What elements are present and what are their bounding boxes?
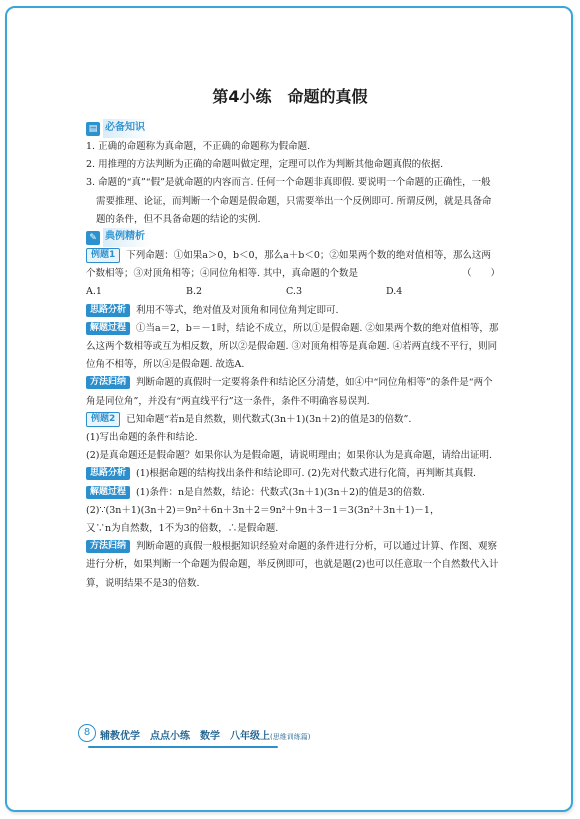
solution-tag: 解题过程 bbox=[86, 486, 130, 499]
option-b: B.2 bbox=[186, 286, 203, 298]
solution-tag: 解题过程 bbox=[86, 322, 130, 335]
solution-text: (1)条件：n是自然数，结论：代数式(3n＋1)(3n＋2)的值是3的倍数. bbox=[136, 486, 425, 498]
method-tag: 方法归纳 bbox=[86, 540, 130, 553]
answer-blank: （ ） bbox=[461, 268, 500, 280]
method-text: 判断命题的真假时一定要将条件和结论区分清楚，如④中“同位角相等”的条件是“两个角是同位角”，并没有“两直线平行”这一条件，条件不明确容易误判. bbox=[86, 377, 493, 407]
section-header-examples bbox=[86, 229, 500, 246]
solution-line: 又∵n为自然数，1不为3的倍数，∴是假命题. bbox=[86, 523, 279, 535]
question-text: 下列命题：①如果a＞0，b＜0，那么a＋b＜0；②如果两个数的绝对值相等，那么这两个数相等；③对顶角相等；④同位角相等. 其中，真命题的个数是 bbox=[86, 250, 491, 280]
book-icon: ▤ bbox=[86, 122, 100, 136]
knowledge-item: 2. 用推理的方法判断为正确的命题叫做定理，定理可以作为判断其他命题真假的依据. bbox=[86, 159, 444, 171]
magnifier-icon: ✎ bbox=[86, 231, 100, 245]
analysis-text: (1)根据命题的结构找出条件和结论即可. (2)先对代数式进行化简，再判断其真假. bbox=[136, 468, 476, 480]
option-c: C.3 bbox=[286, 286, 302, 298]
page-title: 第4小练 命题的真假 bbox=[212, 87, 368, 106]
footer-text bbox=[100, 727, 310, 742]
question-text: 已知命题“若n是自然数，则代数式(3n＋1)(3n＋2)的值是3的倍数”. bbox=[126, 413, 412, 425]
analysis-text: 利用不等式，绝对值及对顶角和同位角判定即可. bbox=[136, 304, 339, 316]
analysis-block bbox=[86, 302, 500, 320]
page-footer bbox=[78, 724, 310, 742]
footer-subtitle: (思维训练篇) bbox=[270, 733, 311, 741]
method-block bbox=[86, 374, 500, 410]
sub-question-1: (1)写出命题的条件和结论. bbox=[86, 432, 198, 444]
section-header-knowledge bbox=[86, 120, 500, 137]
solution-line: (2)∵(3n＋1)(3n＋2)＝9n²＋6n＋3n＋2＝9n²＋9n＋3－1＝3(3n²＋3n＋1)－1， bbox=[86, 504, 440, 516]
options-row bbox=[86, 283, 500, 301]
knowledge-item: 1. 正确的命题称为真命题，不正确的命题称为假命题. bbox=[86, 141, 311, 152]
solution-text: ①当a＝2，b＝－1时，结论不成立，所以①是假命题. ②如果两个数的绝对值相等，那么这两个数相等或互为相反数，所以②是假命题. ③对顶角相等是真命题. ④若两直线不平行，则同位角不相等，所以④是假命题. 故选A. bbox=[86, 322, 499, 371]
analysis-block bbox=[86, 465, 500, 483]
option-a: A.1 bbox=[86, 286, 102, 298]
main-content bbox=[86, 120, 500, 593]
analysis-tag: 思路分析 bbox=[86, 467, 130, 480]
example-1-question bbox=[86, 247, 500, 283]
section-label: 必备知识 bbox=[103, 119, 151, 137]
solution-block bbox=[86, 320, 500, 375]
example-tag: 例题2 bbox=[86, 412, 120, 427]
footer-series: 辅教优学 点点小练 数学 八年级上 bbox=[100, 731, 270, 742]
method-tag: 方法归纳 bbox=[86, 376, 130, 389]
analysis-tag: 思路分析 bbox=[86, 304, 130, 317]
page-number: 8 bbox=[78, 724, 96, 742]
solution-block bbox=[86, 484, 500, 502]
example-tag: 例题1 bbox=[86, 248, 120, 263]
sub-question-2: (2)是真命题还是假命题？如果你认为是假命题，请说明理由；如果你认为是真命题，请给出证明. bbox=[86, 450, 492, 462]
example-2-question bbox=[86, 411, 500, 429]
section-label: 典例精析 bbox=[103, 228, 151, 246]
method-block bbox=[86, 538, 500, 593]
method-text: 判断命题的真假一般根据知识经验对命题的条件进行分析，可以通过计算、作图、观察进行分析，如果判断一个命题为假命题，举反例即可，也就是题(2)也可以任意取一个自然数代入计算，说明结果不是3的倍数. bbox=[86, 541, 499, 589]
footer-divider bbox=[88, 746, 278, 748]
knowledge-item: 3. 命题的“真”“假”是就命题的内容而言. 任何一个命题非真即假. 要说明一个命题的正确性，一般需要推理、论证，而判断一个命题是假命题，只需要举出一个反例即可. 所谓反例，就是具备命题的条件，但不具备命题的结论的实例. bbox=[86, 177, 492, 225]
option-d: D.4 bbox=[386, 286, 403, 298]
